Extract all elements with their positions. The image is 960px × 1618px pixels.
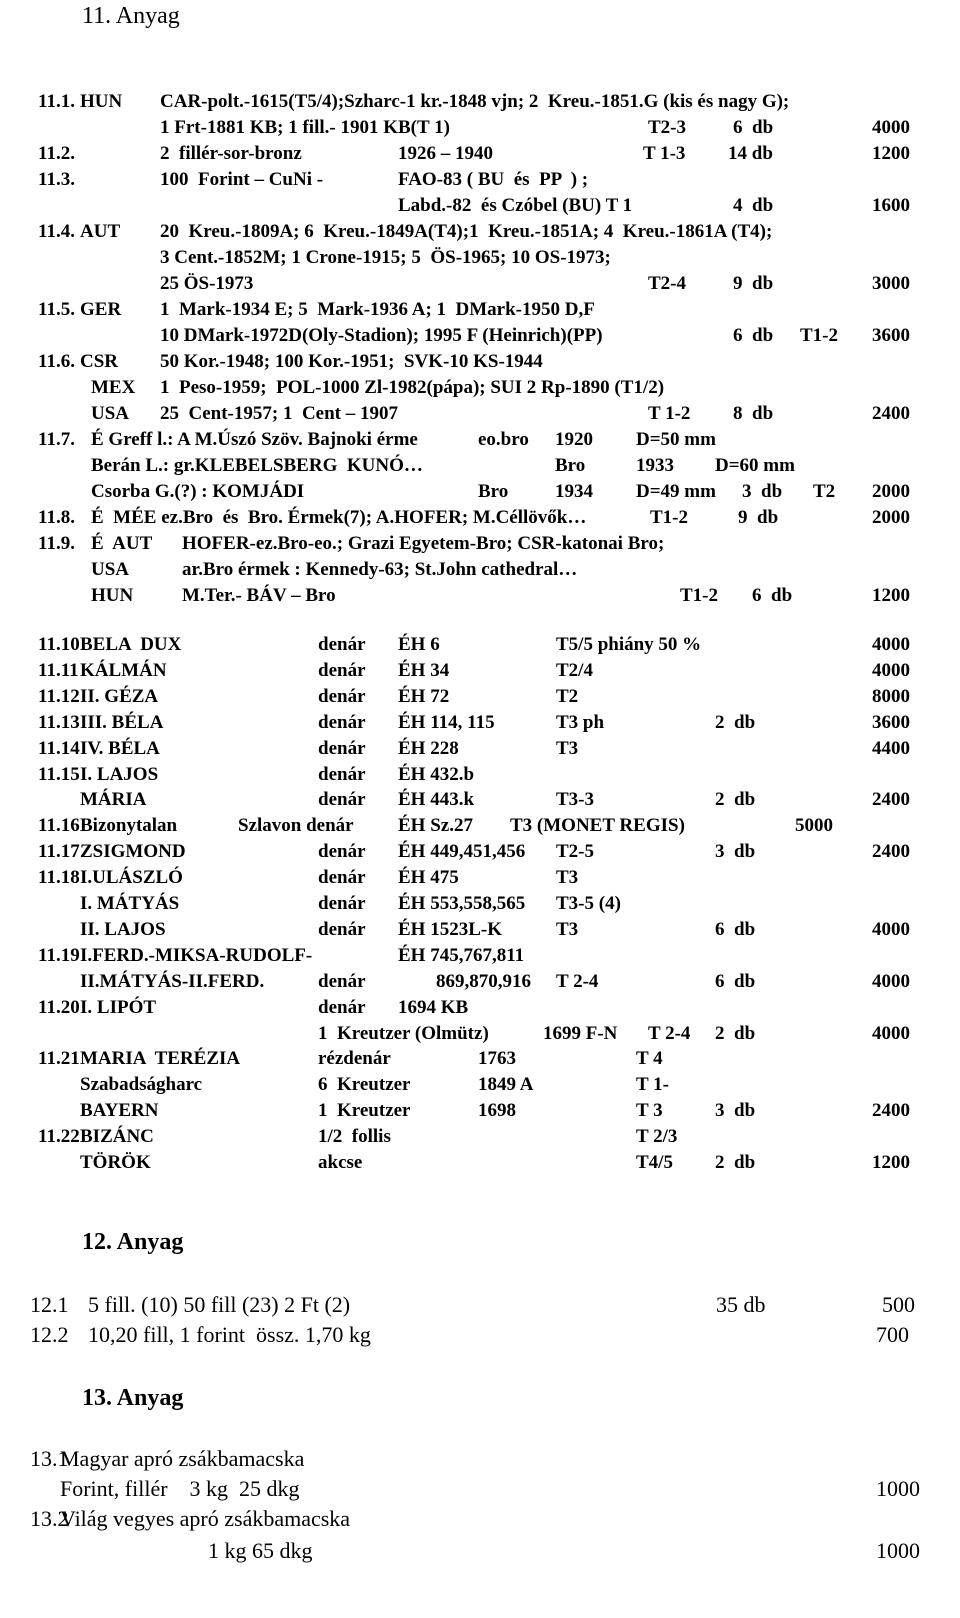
- table-cell-grade: T 4: [636, 1048, 663, 1069]
- section-heading-12: 12. Anyag: [82, 1229, 184, 1255]
- table-cell-catalog-ref: 1694 KB: [398, 997, 469, 1018]
- table-cell-catalog-ref: ÉH 228: [398, 738, 459, 759]
- grade: T1-2: [680, 585, 718, 606]
- item-number: 11.7.: [38, 429, 75, 450]
- country-code: HUN: [91, 585, 134, 606]
- table-cell-denomination: 1 Kreutzer (Olmütz): [318, 1023, 489, 1044]
- item-description: 5 fill. (10) 50 fill (23) 2 Ft (2): [88, 1292, 351, 1317]
- table-cell-denomination: denár: [318, 660, 366, 681]
- table-cell-catalog-ref: ÉH 114, 115: [398, 712, 495, 733]
- item-number: 13.1: [30, 1446, 69, 1471]
- table-cell-denomination: denár: [318, 789, 366, 810]
- table-cell-catalog-ref: 1698: [478, 1100, 516, 1121]
- item-number: 12.2: [30, 1322, 69, 1347]
- item-number: 11.1.: [38, 91, 75, 112]
- table-cell-price: 8000: [872, 686, 910, 707]
- table-cell-grade: T3-5 (4): [556, 893, 621, 914]
- item-number: 13.2: [30, 1506, 69, 1531]
- country-code: É AUT: [91, 533, 153, 554]
- item-description: 1 kg 65 dkg: [208, 1538, 313, 1563]
- table-cell-denomination: 6 Kreutzer: [318, 1074, 411, 1095]
- table-cell-grade: T3: [556, 919, 579, 940]
- item-description: Labd.-82 és Czóbel (BU) T 1: [398, 195, 633, 216]
- table-cell-item-number: 11.10: [38, 634, 80, 655]
- item-description: ar.Bro érmek : Kennedy-63; St.John cathedral…: [182, 559, 578, 580]
- table-cell-ruler-name: MARIA TERÉZIA: [80, 1048, 241, 1069]
- item-description: 1 Peso-1959; POL-1000 Zl-1982(pápa); SUI 2 Rp-1890 (T1/2): [160, 377, 665, 398]
- table-cell-ruler-name: II. GÉZA: [80, 686, 159, 707]
- diameter: D=60 mm: [715, 455, 795, 476]
- table-cell-catalog-ref: ÉH 6: [398, 634, 440, 655]
- quantity: 3 db: [742, 481, 783, 502]
- table-cell-catalog-ref: 1849 A: [478, 1074, 534, 1095]
- table-cell-denomination: denár: [318, 738, 366, 759]
- table-cell-quantity: 2 db: [715, 1152, 756, 1173]
- table-cell-denomination: akcse: [318, 1152, 363, 1173]
- table-cell-quantity: 6 db: [715, 919, 756, 940]
- quantity: 4 db: [733, 195, 774, 216]
- country-code: CSR: [80, 351, 119, 372]
- item-description: 50 Kor.-1948; 100 Kor.-1951; SVK-10 KS-1944: [160, 351, 543, 372]
- table-cell-item-number: 11.11: [38, 660, 79, 681]
- table-cell-quantity: 2 db: [715, 712, 756, 733]
- table-cell-ruler-name: TÖRÖK: [80, 1152, 151, 1173]
- quantity: 6 db: [752, 585, 793, 606]
- item-number: 12.1: [30, 1292, 69, 1317]
- table-cell-price: 2400: [872, 841, 910, 862]
- table-cell-denomination: denár: [318, 893, 366, 914]
- country-code: MEX: [91, 377, 136, 398]
- table-cell-ruler-name: BIZÁNC: [80, 1126, 154, 1147]
- year: 1934: [555, 481, 593, 502]
- table-cell-price: 3600: [872, 712, 910, 733]
- table-cell-item-number: 11.12: [38, 686, 80, 707]
- grade: T2-4: [648, 273, 686, 294]
- price: 4000: [872, 117, 910, 138]
- price: 700: [876, 1322, 909, 1347]
- table-cell-denomination: denár: [318, 997, 366, 1018]
- table-cell-grade: T 3: [636, 1100, 663, 1121]
- table-cell-item-number: 11.16: [38, 815, 80, 836]
- item-description: Világ vegyes apró zsákbamacska: [60, 1506, 351, 1531]
- table-cell-ruler-name: I. MÁTYÁS: [80, 893, 180, 914]
- table-cell-price: 2400: [872, 1100, 910, 1121]
- quantity: 9 db: [733, 273, 774, 294]
- table-cell-denomination: denár: [318, 764, 366, 785]
- table-cell-denomination: denár: [318, 712, 366, 733]
- years: 1926 – 1940: [398, 143, 493, 164]
- table-cell-catalog-ref: 869,870,916: [436, 971, 531, 992]
- table-cell-denomination: denár: [318, 686, 366, 707]
- table-cell-catalog-ref: ÉH 449,451,456: [398, 841, 526, 862]
- item-description: 25 ÖS-1973: [160, 273, 254, 294]
- table-cell-item-number: 11.15: [38, 764, 80, 785]
- grade: T1-2: [650, 507, 688, 528]
- price: 1200: [872, 143, 910, 164]
- table-cell-ruler-name: Szabadságharc: [80, 1074, 203, 1095]
- section-heading-11: 11. Anyag: [82, 3, 180, 29]
- item-description: 10,20 fill, 1 forint össz. 1,70 kg: [88, 1322, 371, 1347]
- item-number: 11.2.: [38, 143, 75, 164]
- table-cell-denomination: rézdenár: [318, 1048, 391, 1069]
- table-cell-quantity: 6 db: [715, 971, 756, 992]
- item-description: É Greff l.: A M.Úszó Szöv. Bajnoki érme: [91, 429, 418, 450]
- table-cell-quantity: 2 db: [715, 1023, 756, 1044]
- table-cell-item-number: 11.19: [38, 945, 80, 966]
- table-cell-item-number: 11.22: [38, 1126, 80, 1147]
- grade: T1-2: [800, 325, 838, 346]
- material: eo.bro: [478, 429, 529, 450]
- price: 2000: [872, 507, 910, 528]
- table-cell-denomination: 1 Kreutzer: [318, 1100, 411, 1121]
- table-cell-ruler-name: II.MÁTYÁS-II.FERD.: [80, 971, 265, 992]
- item-description: 100 Forint – CuNi -: [160, 169, 324, 190]
- table-cell-item-number: 11.13: [38, 712, 80, 733]
- item-number: 11.4.: [38, 221, 75, 242]
- price: 2000: [872, 481, 910, 502]
- price: 3600: [872, 325, 910, 346]
- country-code: AUT: [80, 221, 121, 242]
- table-cell-ruler-name: I.ULÁSZLÓ: [80, 867, 183, 888]
- table-cell-price: 4000: [872, 919, 910, 940]
- table-cell-item-number: 11.21: [38, 1048, 80, 1069]
- table-cell-quantity: 3 db: [715, 841, 756, 862]
- table-cell-grade: T5/5 phiány 50 %: [556, 634, 702, 655]
- table-cell-catalog-ref: 1699 F-N: [543, 1023, 618, 1044]
- quantity: 8 db: [733, 403, 774, 424]
- table-cell-catalog-ref: 1763: [478, 1048, 516, 1069]
- table-cell-ruler-name: BAYERN: [80, 1100, 159, 1121]
- table-cell-grade: T2-5: [556, 841, 594, 862]
- quantity: 6 db: [733, 117, 774, 138]
- table-cell-catalog-ref: ÉH 432.b: [398, 764, 475, 785]
- table-cell-ruler-name: III. BÉLA: [80, 712, 164, 733]
- table-cell-quantity: 2 db: [715, 789, 756, 810]
- table-cell-grade: T 1-: [636, 1074, 669, 1095]
- item-number: 11.8.: [38, 507, 75, 528]
- table-cell-grade: T2/4: [556, 660, 593, 681]
- item-description: 25 Cent-1957; 1 Cent – 1907: [160, 403, 399, 424]
- table-cell-catalog-ref: ÉH 34: [398, 660, 450, 681]
- year: 1933: [636, 455, 674, 476]
- table-cell-catalog-ref: ÉH 1523L-K: [398, 919, 502, 940]
- table-cell-grade: T 2-4: [648, 1023, 691, 1044]
- table-cell-grade: T3: [556, 867, 579, 888]
- year: 1920: [555, 429, 593, 450]
- country-code: HUN: [80, 91, 123, 112]
- table-cell-ruler-name: MÁRIA: [80, 789, 147, 810]
- table-cell-quantity: 3 db: [715, 1100, 756, 1121]
- table-cell-grade: T3 ph: [556, 712, 605, 733]
- table-cell-denomination: denár: [318, 919, 366, 940]
- table-cell-price: 1200: [872, 1152, 910, 1173]
- table-cell-item-number: 11.17: [38, 841, 80, 862]
- table-cell-ruler-name: BELA DUX: [80, 634, 182, 655]
- table-cell-grade: T 2-4: [556, 971, 599, 992]
- table-cell-price: 4000: [872, 660, 910, 681]
- table-cell-ruler-name: ZSIGMOND: [80, 841, 186, 862]
- table-cell-denomination: 1/2 follis: [318, 1126, 391, 1147]
- item-description: 3 Cent.-1852M; 1 Crone-1915; 5 ÖS-1965; 10 OS-1973;: [160, 247, 611, 268]
- table-cell-ruler-name: II. LAJOS: [80, 919, 166, 940]
- diameter: D=50 mm: [636, 429, 716, 450]
- table-cell-denomination: Szlavon denár: [238, 815, 354, 836]
- item-description: HOFER-ez.Bro-eo.; Grazi Egyetem-Bro; CSR-katonai Bro;: [182, 533, 665, 554]
- material: Bro: [555, 455, 586, 476]
- table-cell-grade: T3 (MONET REGIS): [510, 815, 685, 836]
- item-description: 2 fillér-sor-bronz: [160, 143, 302, 164]
- material: Bro: [478, 481, 509, 502]
- item-number: 11.5.: [38, 299, 75, 320]
- table-cell-grade: T3-3: [556, 789, 594, 810]
- item-description: 1 Mark-1934 E; 5 Mark-1936 A; 1 DMark-1950 D,F: [160, 299, 595, 320]
- country-code: USA: [91, 403, 130, 424]
- table-cell-catalog-ref: ÉH 553,558,565: [398, 893, 526, 914]
- table-cell-price: 2400: [872, 789, 910, 810]
- table-cell-ruler-name: I. LAJOS: [80, 764, 159, 785]
- country-code: USA: [91, 559, 130, 580]
- item-description: É MÉE ez.Bro és Bro. Érmek(7); A.HOFER; M.Céllövők…: [91, 507, 587, 528]
- table-cell-catalog-ref: ÉH 745,767,811: [398, 945, 525, 966]
- table-cell-catalog-ref: ÉH 72: [398, 686, 450, 707]
- item-description: Csorba G.(?) : KOMJÁDI: [91, 481, 305, 502]
- table-cell-ruler-name: Bizonytalan: [80, 815, 178, 836]
- price: 1000: [876, 1538, 920, 1563]
- table-cell-price: 4000: [872, 634, 910, 655]
- table-cell-item-number: 11.18: [38, 867, 80, 888]
- table-cell-catalog-ref: ÉH 475: [398, 867, 459, 888]
- table-cell-catalog-ref: ÉH Sz.27: [398, 815, 473, 836]
- quantity: 35 db: [716, 1292, 766, 1317]
- diameter: D=49 mm: [636, 481, 716, 502]
- table-cell-denomination: denár: [318, 971, 366, 992]
- price: 3000: [872, 273, 910, 294]
- table-cell-price: 4400: [872, 738, 910, 759]
- table-cell-item-number: 11.14: [38, 738, 80, 759]
- quantity: 14 db: [728, 143, 773, 164]
- item-description: Forint, fillér 3 kg 25 dkg: [60, 1476, 300, 1501]
- table-cell-item-number: 11.20: [38, 997, 80, 1018]
- table-cell-denomination: denár: [318, 867, 366, 888]
- item-number: 11.3.: [38, 169, 75, 190]
- table-cell-catalog-ref: ÉH 443.k: [398, 789, 475, 810]
- country-code: GER: [80, 299, 122, 320]
- grade: T 1-2: [648, 403, 691, 424]
- price: 1600: [872, 195, 910, 216]
- quantity: 9 db: [738, 507, 779, 528]
- table-cell-ruler-name: KÁLMÁN: [80, 660, 167, 681]
- item-description: Berán L.: gr.KLEBELSBERG KUNÓ…: [91, 455, 423, 476]
- item-description: CAR-polt.-1615(T5/4);Szharc-1 kr.-1848 vjn; 2 Kreu.-1851.G (kis és nagy G);: [160, 91, 790, 112]
- table-cell-quantity: 5000: [795, 815, 833, 836]
- table-cell-denomination: denár: [318, 841, 366, 862]
- item-description: 20 Kreu.-1809A; 6 Kreu.-1849A(T4);1 Kreu.-1851A; 4 Kreu.-1861A (T4);: [160, 221, 773, 242]
- table-cell-price: 4000: [872, 971, 910, 992]
- item-description: 10 DMark-1972D(Oly-Stadion); 1995 F (Heinrich)(PP): [160, 325, 603, 346]
- table-cell-grade: T2: [556, 686, 579, 707]
- table-cell-grade: T 2/3: [636, 1126, 678, 1147]
- table-cell-ruler-name: IV. BÉLA: [80, 738, 160, 759]
- item-description: 1 Frt-1881 KB; 1 fill.- 1901 KB(T 1): [160, 117, 450, 138]
- grade: T 1-3: [643, 143, 686, 164]
- table-cell-price: 4000: [872, 1023, 910, 1044]
- grade: T2-3: [648, 117, 686, 138]
- item-description: FAO-83 ( BU és PP ) ;: [398, 169, 589, 190]
- table-cell-grade: T4/5: [636, 1152, 673, 1173]
- price: 500: [882, 1292, 915, 1317]
- quantity: 6 db: [733, 325, 774, 346]
- item-number: 11.9.: [38, 533, 75, 554]
- table-cell-ruler-name: I.FERD.-MIKSA-RUDOLF-: [80, 945, 313, 966]
- table-cell-denomination: denár: [318, 634, 366, 655]
- table-cell-ruler-name: I. LIPÓT: [80, 997, 157, 1018]
- item-number: 11.6.: [38, 351, 75, 372]
- item-description: Magyar apró zsákbamacska: [60, 1446, 305, 1471]
- price: 1200: [872, 585, 910, 606]
- grade: T2: [813, 481, 836, 502]
- price: 2400: [872, 403, 910, 424]
- item-description: M.Ter.- BÁV – Bro: [182, 585, 336, 606]
- table-cell-grade: T3: [556, 738, 579, 759]
- section-heading-13: 13. Anyag: [82, 1385, 184, 1411]
- price: 1000: [876, 1476, 920, 1501]
